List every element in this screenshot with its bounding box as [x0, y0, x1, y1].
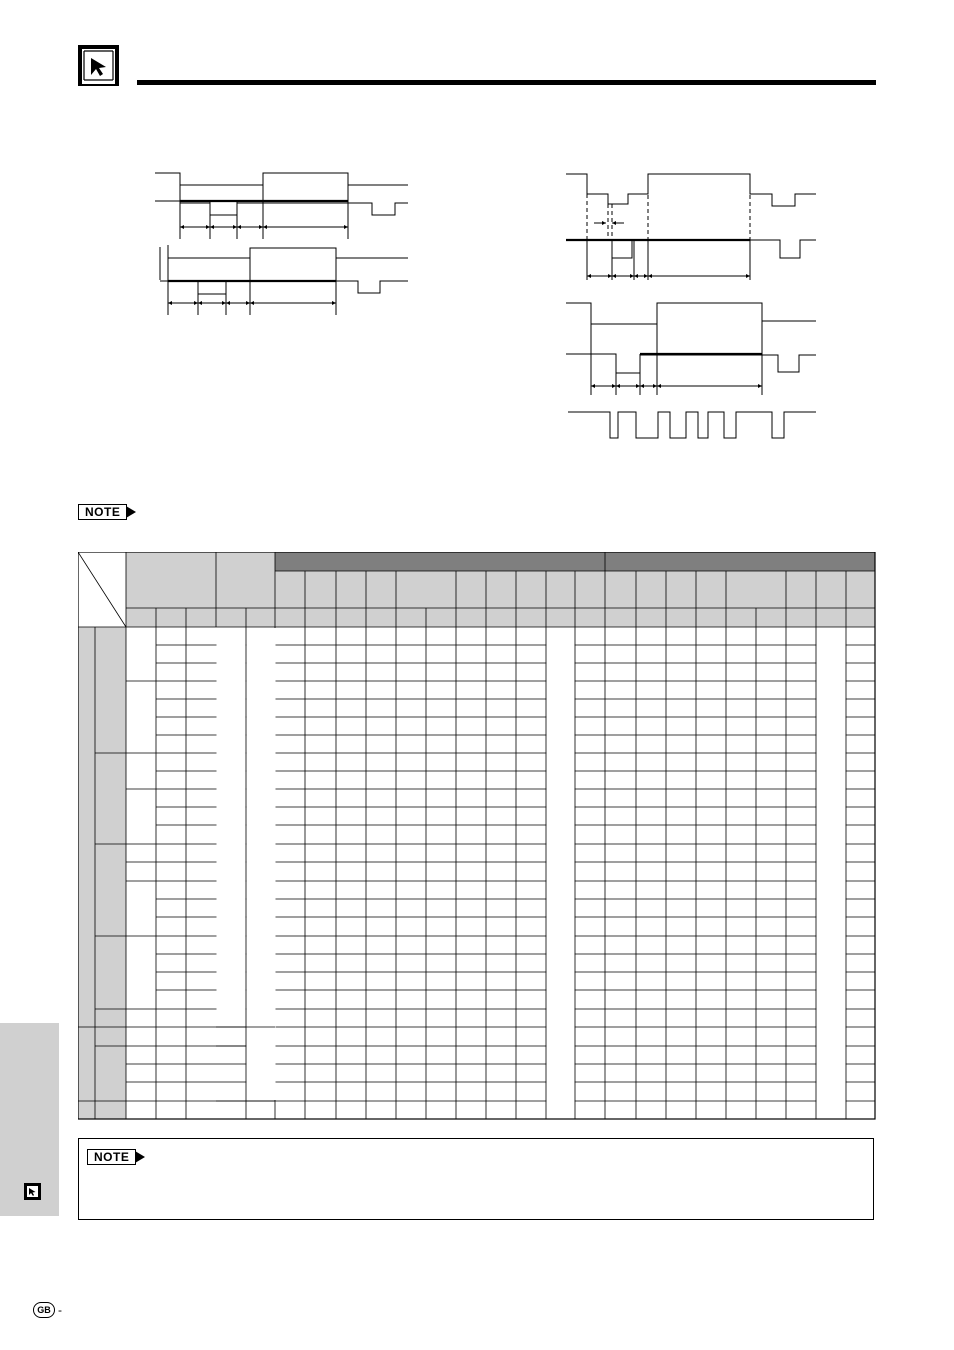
note-label: NOTE: [78, 504, 127, 520]
note-badge-top: [78, 504, 136, 520]
spec-table-grid: [78, 552, 876, 1122]
note-arrow-icon: [126, 506, 136, 518]
note-arrow-icon: [135, 1151, 145, 1163]
footer-page-region: [33, 1302, 62, 1318]
header-rule: [137, 80, 876, 85]
side-tab: [0, 1023, 59, 1216]
section-cursor-icon: [78, 45, 119, 86]
region-badge: GB: [33, 1302, 55, 1318]
note-label: NOTE: [87, 1149, 136, 1165]
page-separator: -: [58, 1303, 62, 1317]
note-box: [78, 1138, 874, 1220]
timing-diagram-left: [150, 165, 415, 320]
timing-diagram-right: [560, 168, 822, 443]
cursor-arrow-icon: [24, 1183, 41, 1200]
note-badge-bottom: [87, 1149, 145, 1165]
